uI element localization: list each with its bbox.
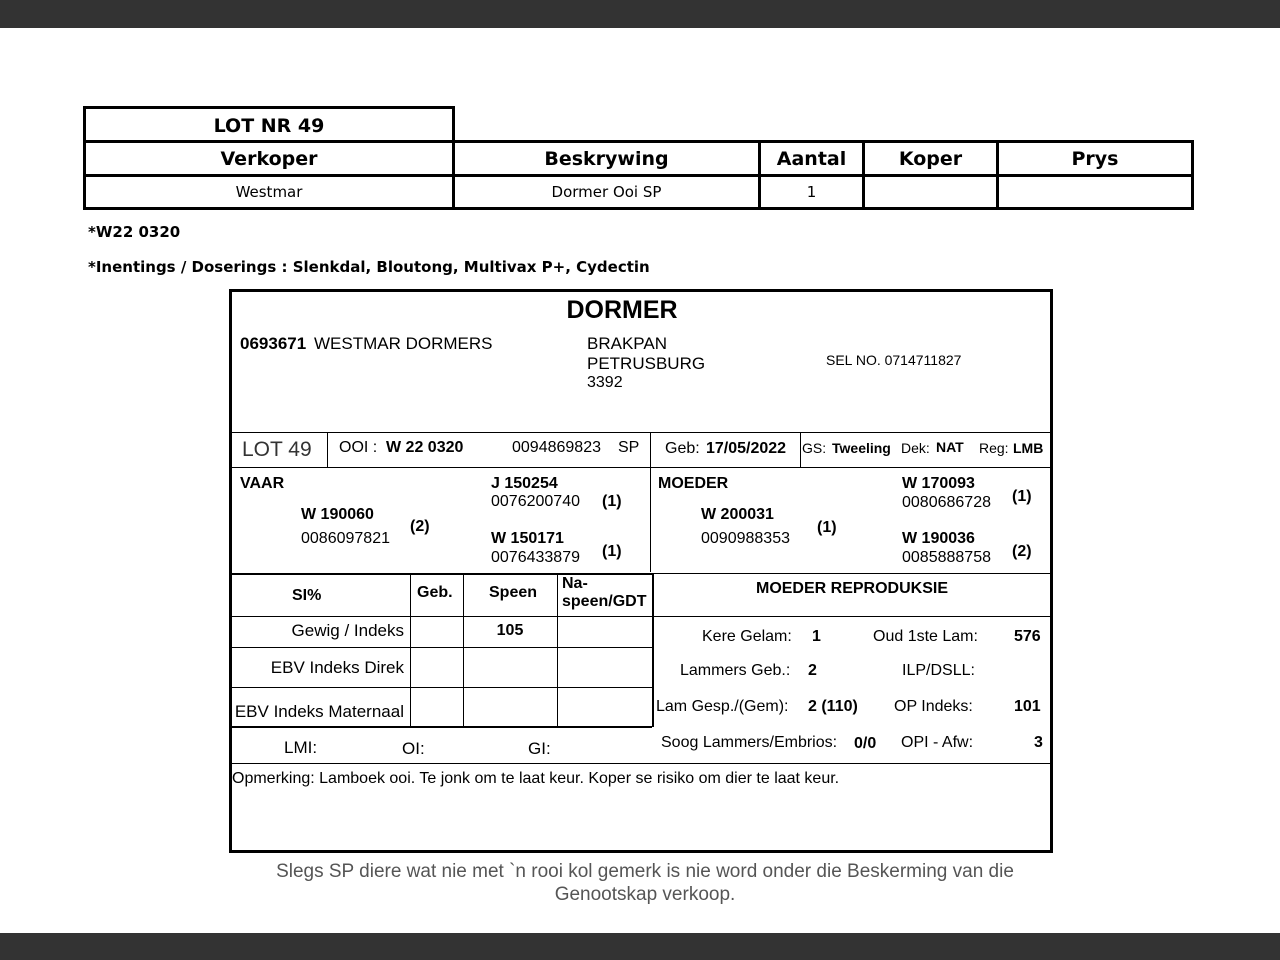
gi-label: GI:	[528, 739, 551, 758]
reg-no: 0094869823	[512, 439, 601, 456]
certificate-card	[229, 289, 1053, 853]
ooi-value: W 22 0320	[386, 439, 464, 456]
tag-note: *W22 0320	[88, 223, 181, 241]
lammers-label: Lammers Geb.:	[680, 662, 791, 679]
soog-label: Soog Lammers/Embrios:	[661, 734, 838, 751]
address-line-1: BRAKPAN	[587, 334, 667, 353]
vaar-sire-no: 0086097821	[301, 530, 390, 547]
repro-title: MOEDER REPRODUKSIE	[755, 580, 949, 597]
breeder-name: WESTMAR DORMERS	[314, 334, 493, 353]
ooi-label: OOI :	[339, 439, 378, 456]
vaar-grandsire-no: 0076200740	[491, 493, 580, 510]
si-header: SI%	[292, 587, 322, 604]
gs-value: Tweeling	[832, 440, 891, 456]
lot-title: LOT NR 49	[83, 106, 455, 140]
vaar-granddam-no: 0076433879	[491, 549, 580, 566]
moeder-dam-no: 0090988353	[701, 530, 790, 547]
speen-header: Speen	[489, 584, 538, 601]
geb-value: 17/05/2022	[706, 440, 787, 457]
oi-label: OI:	[402, 739, 425, 758]
op-value: 101	[1014, 698, 1041, 715]
vaar-grandsire-mark: (1)	[602, 493, 622, 510]
address-line-2: PETRUSBURG	[587, 354, 706, 373]
gs-label: GS:	[802, 440, 827, 456]
soog-value: 0/0	[854, 735, 877, 752]
moeder-dam-mark: (1)	[817, 519, 837, 536]
opi-value: 3	[1034, 734, 1043, 751]
row-gewig-speen: 105	[496, 622, 524, 639]
vaar-granddam-mark: (1)	[602, 543, 622, 560]
naspeen-header: Na- speen/GDT	[562, 575, 647, 610]
cell-aantal: 1	[760, 176, 864, 209]
oud-label: Oud 1ste Lam:	[873, 628, 978, 645]
breed-title: DORMER	[566, 296, 678, 324]
oud-value: 576	[1014, 628, 1041, 645]
col-verkoper: Verkoper	[85, 142, 454, 176]
gesp-value: 2 (110)	[808, 698, 858, 715]
moeder-grandsire-mark: (1)	[1012, 488, 1032, 505]
lmi-label: LMI:	[284, 738, 318, 757]
col-prys: Prys	[998, 142, 1193, 176]
vaar-label: VAAR	[240, 475, 285, 492]
moeder-dam-id: W 200031	[701, 506, 774, 523]
vaar-granddam-id: W 150171	[491, 530, 564, 547]
inentings-note: *Inentings / Doserings : Slenkdal, Bloutong, Multivax P+, Cydectin	[88, 258, 650, 276]
kere-value: 1	[812, 628, 821, 645]
bottom-bar	[0, 933, 1280, 960]
op-label: OP Indeks:	[894, 698, 973, 715]
moeder-grandsire-id: W 170093	[902, 475, 975, 492]
opi-label: OPI - Afw:	[901, 734, 974, 751]
row-gewig-label: Gewig / Indeks	[291, 621, 404, 640]
col-beskrywing: Beskrywing	[454, 142, 760, 176]
sp-label: SP	[618, 439, 640, 456]
moeder-granddam-no: 0085888758	[902, 549, 991, 566]
dek-value: NAT	[936, 439, 964, 455]
top-bar	[0, 0, 1280, 28]
breeder-no: 0693671	[240, 334, 307, 353]
dek-label: Dek:	[901, 440, 930, 456]
moeder-granddam-id: W 190036	[902, 530, 975, 547]
cell-beskrywing: Dormer Ooi SP	[454, 176, 760, 209]
ilp-label: ILP/DSLL:	[902, 662, 975, 679]
footer-disclaimer: Slegs SP diere wat nie met `n rooi kol gemerk is nie word onder die Beskerming van die Genootskap verkoop.	[276, 861, 1014, 905]
moeder-label: MOEDER	[658, 475, 729, 492]
moeder-grandsire-no: 0080686728	[902, 494, 991, 511]
col-aantal: Aantal	[760, 142, 864, 176]
geb-label: Geb:	[665, 440, 700, 457]
vaar-sire-mark: (2)	[410, 518, 430, 535]
kere-label: Kere Gelam:	[702, 628, 792, 645]
row-ebv-direk-label: EBV Indeks Direk	[270, 658, 404, 677]
cell-koper	[864, 176, 998, 209]
vaar-grandsire-id: J 150254	[491, 475, 558, 492]
gesp-label: Lam Gesp./(Gem):	[656, 698, 789, 715]
lot-label: LOT 49	[242, 438, 312, 461]
cell-verkoper: Westmar	[85, 176, 454, 209]
reg-value: LMB	[1013, 440, 1044, 456]
address-line-3: 3392	[587, 374, 623, 391]
col-koper: Koper	[864, 142, 998, 176]
lot-table	[83, 140, 1194, 210]
geb-header: Geb.	[417, 584, 453, 601]
opmerking: Opmerking: Lamboek ooi. Te jonk om te laat keur. Koper se risiko om dier te laat keur.	[232, 770, 840, 787]
sel-no: SEL NO. 0714711827	[826, 352, 962, 368]
reg-label: Reg:	[979, 440, 1009, 456]
lammers-value: 2	[808, 662, 817, 679]
moeder-granddam-mark: (2)	[1012, 543, 1032, 560]
row-ebv-maternaal-label: EBV Indeks Maternaal	[234, 702, 404, 721]
vaar-sire-id: W 190060	[301, 506, 374, 523]
cell-prys	[998, 176, 1193, 209]
